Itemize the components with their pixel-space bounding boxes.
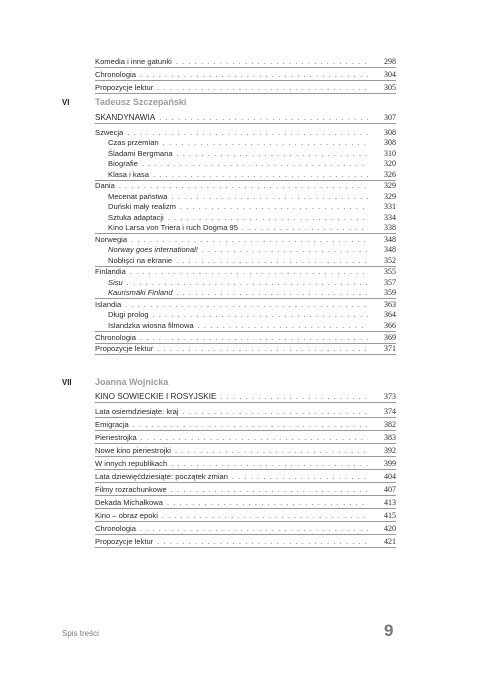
entry-divider	[95, 417, 396, 418]
toc-entry-page: 366	[384, 320, 396, 330]
toc-entry-page: 308	[384, 138, 396, 148]
toc-entry-page: 352	[384, 255, 396, 265]
toc-entry[interactable]	[108, 287, 396, 298]
toc-entry[interactable]	[95, 56, 396, 67]
toc-entry[interactable]	[95, 266, 396, 277]
toc-entry-title: Norway goes international!	[108, 245, 198, 255]
entry-divider	[95, 547, 396, 548]
toc-entry-page: 298	[384, 57, 396, 66]
toc-entry-title: Islandzka wiosna filmowa	[108, 320, 194, 330]
toc-entry[interactable]	[108, 169, 396, 180]
entry-divider	[95, 521, 396, 522]
toc-entry[interactable]	[108, 148, 396, 159]
entry-divider	[95, 508, 396, 509]
toc-entry[interactable]	[95, 510, 396, 521]
toc-entry[interactable]	[95, 523, 396, 534]
toc-entry[interactable]	[95, 234, 396, 245]
toc-entry-title: Sztuka adaptacji	[108, 212, 164, 222]
toc-entry-title: Chronologia	[95, 70, 136, 79]
toc-entry-title: Kino – obraz epoki	[95, 511, 158, 520]
toc-entry-page: 407	[384, 485, 396, 494]
toc-entry[interactable]	[95, 484, 396, 495]
toc-entry-page: 331	[384, 202, 396, 212]
toc-entry-title: Noblişci na ekranie	[108, 255, 173, 265]
toc-entry[interactable]	[108, 309, 396, 320]
toc-entry[interactable]	[108, 158, 396, 169]
entry-divider	[95, 80, 396, 81]
entry-divider	[95, 534, 396, 535]
toc-entry-page: 399	[384, 459, 396, 468]
toc-entry-title: Sisu	[108, 277, 123, 287]
toc-entry-title: Propozycje lektur	[95, 344, 154, 354]
toc-entry-page: 348	[384, 234, 396, 244]
toc-entry-page: 359	[384, 288, 396, 298]
part-title-row[interactable]	[95, 391, 396, 402]
toc-entry-title: Dania	[95, 181, 115, 191]
toc-entry-page: 348	[384, 245, 396, 255]
toc-entry[interactable]	[95, 127, 396, 138]
toc-entry-title: Nowe kino pieriestrojki	[95, 446, 171, 455]
toc-entry-page: 392	[384, 446, 396, 455]
toc-entry-title: Pieriestrojka	[95, 433, 137, 442]
toc-entry-title: Dekada Michałkowa	[95, 498, 163, 507]
toc-entry-title: Chronologia	[95, 332, 136, 342]
toc-entry-page: 363	[384, 300, 396, 309]
toc-entry-page: 371	[384, 344, 396, 354]
toc-entry[interactable]	[95, 69, 396, 80]
entry-divider	[95, 469, 396, 470]
toc-entry-title: Propozycje lektur	[95, 83, 154, 92]
entry-divider	[95, 354, 396, 355]
toc-entry-page: 357	[384, 277, 396, 287]
toc-entry[interactable]	[108, 137, 396, 148]
entry-divider	[95, 430, 396, 431]
toc-entry-title: Kaurismäki Finland	[108, 288, 173, 298]
toc-entry[interactable]	[95, 432, 396, 443]
toc-entry-title: Śladami Bergmana	[108, 148, 173, 158]
toc-entry-page: 355	[384, 267, 396, 277]
part-title: KINO SOWIECKIE I ROSYJSKIE	[95, 392, 217, 401]
toc-entry-page: 310	[384, 148, 396, 158]
entry-divider	[95, 495, 396, 496]
toc-entry-page: 308	[384, 128, 396, 137]
toc-entry-title: Duński mały realizm	[108, 202, 176, 212]
toc-entry-title: Komedia i inne gatunki	[95, 57, 172, 66]
entry-divider	[95, 482, 396, 483]
toc-entry-page: 404	[384, 472, 396, 481]
entry-divider	[95, 93, 396, 94]
toc-entry-title: Biografie	[108, 159, 138, 169]
entry-divider	[95, 456, 396, 457]
toc-entry-page: 415	[384, 511, 396, 520]
toc-entry-page: 420	[384, 524, 396, 533]
part-author: Joanna Wojnicka	[95, 377, 169, 387]
toc-entry[interactable]	[108, 320, 396, 331]
toc-entry[interactable]	[95, 536, 396, 547]
toc-entry[interactable]	[95, 471, 396, 482]
toc-entry-title: W innych republikach	[95, 459, 168, 468]
entry-divider	[95, 123, 396, 124]
toc-entry[interactable]	[95, 458, 396, 469]
part-author: Tadeusz Szczepański	[95, 97, 187, 107]
toc-entry[interactable]	[108, 244, 396, 255]
entry-divider	[95, 402, 396, 403]
toc-entry[interactable]	[108, 222, 396, 233]
toc-entry-title: Finlandia	[95, 267, 126, 277]
toc-entry-page: 329	[384, 181, 396, 191]
toc-entry-page: 338	[384, 223, 396, 232]
part-number: VI	[62, 98, 70, 107]
toc-entry-page: 369	[384, 332, 396, 342]
toc-entry[interactable]	[108, 201, 396, 212]
entry-divider	[95, 443, 396, 444]
toc-entry[interactable]	[95, 332, 396, 343]
toc-entry[interactable]	[95, 406, 396, 417]
toc-entry[interactable]	[95, 180, 396, 191]
toc-entry[interactable]	[108, 277, 396, 288]
toc-entry-page: 413	[384, 498, 396, 507]
toc-entry-title: Mecenat państwa	[108, 191, 168, 201]
toc-entry-title: Islandia	[95, 300, 122, 309]
toc-entry[interactable]	[95, 82, 396, 93]
toc-entry-page: 421	[384, 537, 396, 546]
footer-title: Spis treści	[62, 629, 99, 638]
toc-entry[interactable]	[95, 343, 396, 354]
toc-entry-title: Czas przemian	[108, 138, 159, 148]
toc-entry-title: Lata dziewięćdziesiąte: początek zmian	[95, 472, 228, 481]
footer-page-number: 9	[384, 621, 394, 640]
toc-entry-title: Chronologia	[95, 524, 136, 533]
toc-entry[interactable]	[95, 299, 396, 310]
toc-entry-title: Emigracja	[95, 420, 129, 429]
part-title-page: 307	[384, 113, 396, 122]
toc-entry-title: Norwegia	[95, 234, 128, 244]
toc-entry-title: Długi prolog	[108, 310, 149, 320]
toc-entry-page: 320	[384, 159, 396, 169]
part-title: SKANDYNAWIA	[95, 113, 156, 122]
toc-entry-page: 305	[384, 83, 396, 92]
toc-entry-page: 329	[384, 191, 396, 201]
toc-entry[interactable]	[108, 212, 396, 223]
entry-divider	[95, 67, 396, 68]
toc-entry-page: 382	[384, 420, 396, 429]
toc-entry-title: Lata osiemdziesiąte: kraj	[95, 407, 179, 416]
toc-entry-page: 326	[384, 169, 396, 179]
part-title-row[interactable]	[95, 112, 396, 123]
toc-entry-page: 304	[384, 70, 396, 79]
toc-entry-title: Propozycje lektur	[95, 537, 154, 546]
toc-entry[interactable]	[108, 191, 396, 202]
toc-entry-page: 383	[384, 433, 396, 442]
toc-entry-page: 374	[384, 407, 396, 416]
part-title-page: 373	[384, 392, 396, 401]
toc-entry-title: Klasa i kasa	[108, 169, 149, 179]
toc-entry-title: Kino Larsa von Triera i ruch Dogma 95	[108, 223, 239, 232]
toc-entry-title: Szwecja	[95, 128, 124, 137]
toc-entry-page: 364	[384, 310, 396, 320]
toc-entry-page: 334	[384, 212, 396, 222]
toc-entry[interactable]	[95, 419, 396, 430]
part-number: VII	[62, 378, 72, 387]
toc-entry[interactable]	[95, 497, 396, 508]
toc-entry[interactable]	[95, 445, 396, 456]
toc-entry[interactable]	[108, 255, 396, 266]
toc-entry-title: Filmy rozrachunkowe	[95, 485, 167, 494]
